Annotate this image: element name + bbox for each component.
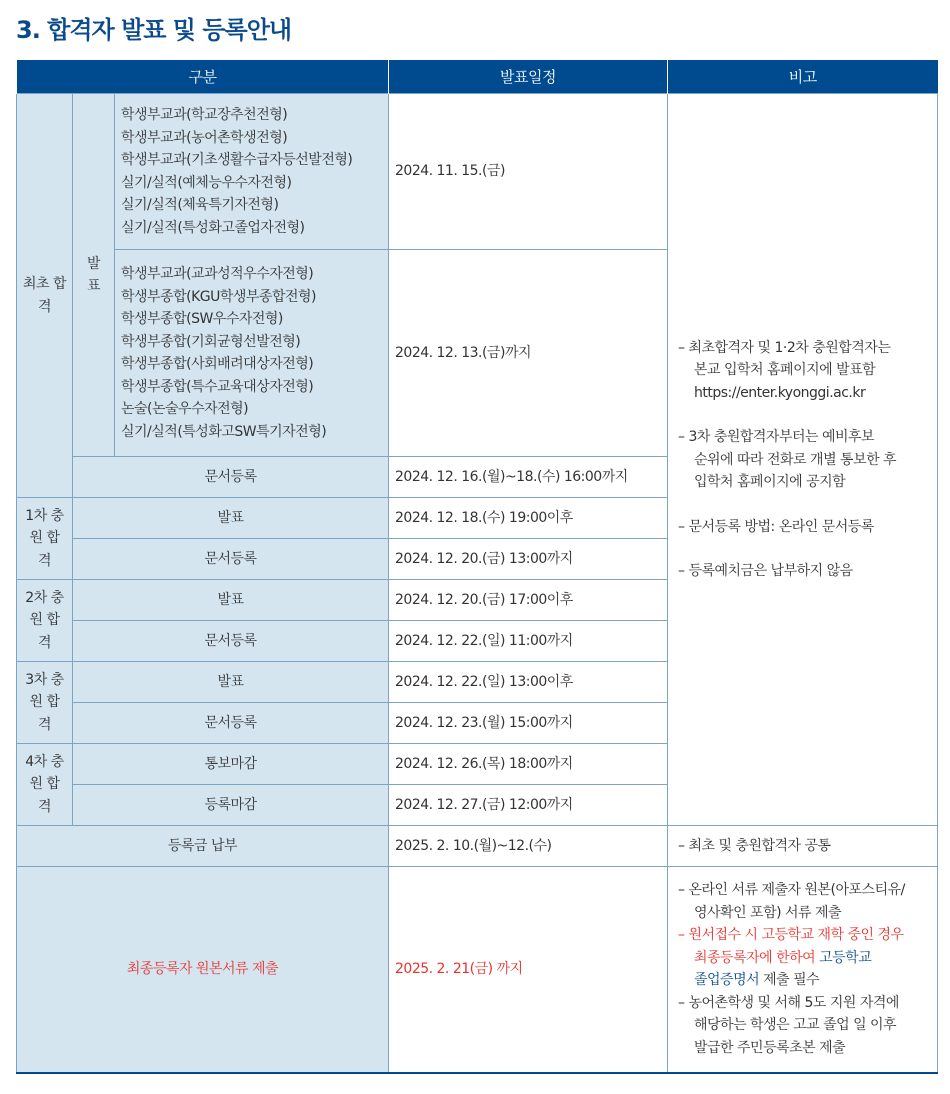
round-item: 발표 bbox=[73, 498, 389, 539]
list-item: 실기/실적(예체능우수자전형) bbox=[121, 174, 292, 191]
group1-list bbox=[115, 94, 389, 250]
final-date: 2025. 2. 21(금) 까지 bbox=[389, 867, 668, 1073]
note-line: – 온라인 서류 제출자 원본(아포스티유/ bbox=[678, 882, 905, 899]
round-item: 문서등록 bbox=[73, 539, 389, 580]
round-date: 2024. 12. 22.(일) 11:00까지 bbox=[389, 621, 668, 662]
tuition-date: 2025. 2. 10.(월)~12.(수) bbox=[389, 826, 668, 867]
round-item: 등록마감 bbox=[73, 785, 389, 826]
final-label: 최종등록자 원본서류 제출 bbox=[17, 867, 389, 1073]
list-item: 학생부교과(교과성적우수자전형) bbox=[121, 266, 314, 282]
round-date: 2024. 12. 20.(금) 17:00이후 bbox=[389, 580, 668, 621]
header-row bbox=[17, 60, 938, 94]
round-date: 2024. 12. 23.(월) 15:00까지 bbox=[389, 703, 668, 744]
note-line: 발급한 주민등록초본 제출 bbox=[694, 1039, 846, 1056]
note-text: 최종등록자에 한하여 bbox=[694, 949, 820, 966]
note-line: – 농어촌학생 및 서해 5도 지원 자격에 bbox=[678, 994, 899, 1011]
round-item: 발표 bbox=[73, 580, 389, 621]
tuition-note: – 최초 및 충원합격자 공통 bbox=[668, 826, 938, 867]
note-line: – 문서등록 방법: 온라인 문서등록 bbox=[678, 518, 874, 535]
round-label: 3차 충원 합격 bbox=[17, 662, 73, 744]
table-row bbox=[17, 94, 938, 250]
note-text: 졸업증명서 bbox=[694, 972, 760, 989]
note-line: 해당하는 학생은 고교 졸업 일 이후 bbox=[694, 1017, 897, 1034]
list-item: 학생부교과(기초생활수급자등선발전형) bbox=[121, 152, 353, 168]
announce-label: 발표 bbox=[73, 94, 115, 457]
note-line: https://enter.kyonggi.ac.kr bbox=[694, 384, 866, 401]
list-item: 학생부종합(특수교육대상자전형) bbox=[121, 378, 314, 395]
round-label: 1차 충원 합격 bbox=[17, 498, 73, 580]
note-line: 순위에 따라 전화로 개별 통보한 후 bbox=[694, 451, 897, 468]
table-row bbox=[17, 826, 938, 867]
list-item: 학생부교과(학교장추천전형) bbox=[121, 107, 288, 123]
final-notes bbox=[668, 867, 938, 1073]
table-row bbox=[17, 867, 938, 1073]
round-label: 4차 충원 합격 bbox=[17, 744, 73, 826]
tuition-label: 등록금 납부 bbox=[17, 826, 389, 867]
list-item: 실기/실적(특성화고졸업자전형) bbox=[121, 219, 305, 236]
schedule-table bbox=[16, 60, 938, 1074]
list-item: 학생부종합(SW우수자전형) bbox=[121, 311, 283, 327]
list-item: 실기/실적(체육특기자전형) bbox=[121, 197, 279, 213]
header-note: 비고 bbox=[668, 60, 938, 94]
list-item: 논술(논술우수자전형) bbox=[121, 401, 249, 417]
list-item: 학생부교과(농어촌학생전형) bbox=[121, 129, 288, 146]
doc-date: 2024. 12. 16.(월)~18.(수) 16:00까지 bbox=[389, 457, 668, 498]
round-date: 2024. 12. 26.(목) 18:00까지 bbox=[389, 744, 668, 785]
group1-date: 2024. 11. 15.(금) bbox=[389, 94, 668, 250]
note-line: 영사확인 포함) 서류 제출 bbox=[694, 904, 842, 921]
note-line: 본교 입학처 홈페이지에 발표함 bbox=[694, 362, 876, 378]
section-title: 3. 합격자 발표 및 등록안내 bbox=[16, 16, 292, 44]
note-text: 고등학교 bbox=[819, 949, 872, 966]
round-item: 통보마감 bbox=[73, 744, 389, 785]
round-item: 문서등록 bbox=[73, 703, 389, 744]
note-line: – 3차 충원합격자부터는 예비후보 bbox=[678, 429, 875, 445]
note-line: – 등록예치금은 납부하지 않음 bbox=[678, 563, 853, 579]
list-item: 실기/실적(특성화고SW특기자전형) bbox=[121, 423, 327, 440]
round-date: 2024. 12. 20.(금) 13:00까지 bbox=[389, 539, 668, 580]
group2-list bbox=[115, 250, 389, 457]
initial-label: 최초 합격 bbox=[17, 94, 73, 498]
doc-label: 문서등록 bbox=[73, 457, 389, 498]
round-item: 문서등록 bbox=[73, 621, 389, 662]
round-label: 2차 충원 합격 bbox=[17, 580, 73, 662]
note-line: – 최초합격자 및 1·2차 충원합격자는 bbox=[678, 339, 891, 356]
header-category: 구분 bbox=[17, 60, 389, 94]
round-date: 2024. 12. 22.(일) 13:00이후 bbox=[389, 662, 668, 703]
note-line: 입학처 홈페이지에 공지함 bbox=[694, 474, 846, 490]
round-date: 2024. 12. 27.(금) 12:00까지 bbox=[389, 785, 668, 826]
list-item: 학생부종합(KGU학생부종합전형) bbox=[121, 288, 316, 305]
list-item: 학생부종합(사회배려대상자전형) bbox=[121, 356, 314, 372]
list-item: 학생부종합(기회균형선발전형) bbox=[121, 333, 301, 350]
note-line: – 원서접수 시 고등학교 재학 중인 경우 bbox=[678, 927, 904, 944]
note-text: 제출 필수 bbox=[759, 972, 820, 989]
header-date: 발표일정 bbox=[389, 60, 668, 94]
group2-date: 2024. 12. 13.(금)까지 bbox=[389, 250, 668, 457]
notes-main bbox=[668, 94, 938, 826]
round-date: 2024. 12. 18.(수) 19:00이후 bbox=[389, 498, 668, 539]
round-item: 발표 bbox=[73, 662, 389, 703]
